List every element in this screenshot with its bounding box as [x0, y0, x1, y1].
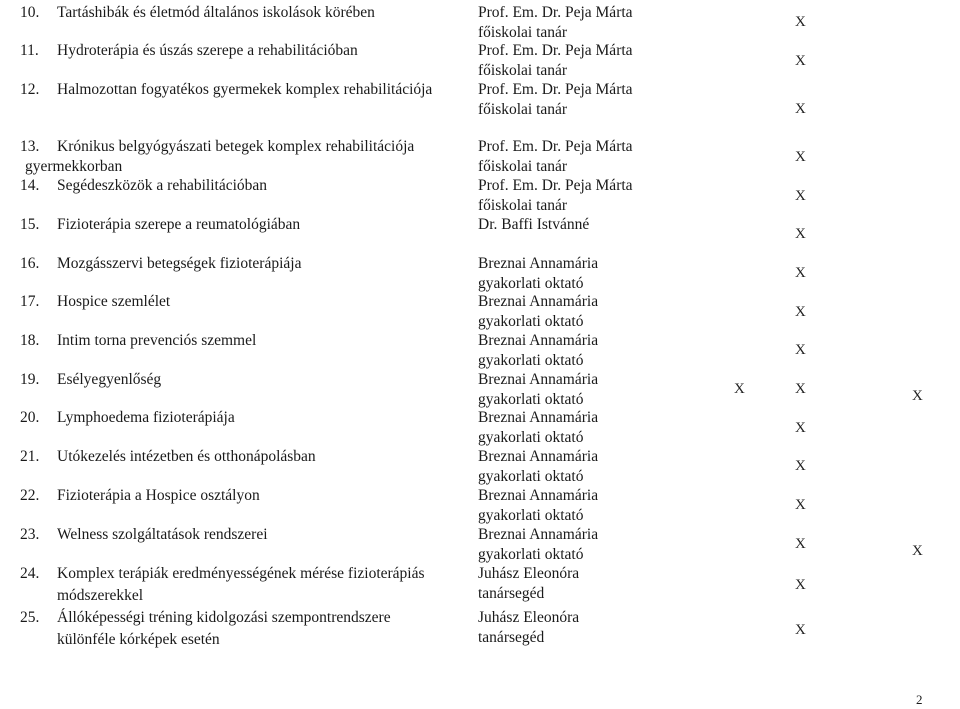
lecturer: Breznai Annamária gyakorlati oktató — [478, 255, 599, 292]
thesis-title: Fizioterápia szerepe a reumatológiában — [57, 216, 301, 233]
x-mark: X — [795, 342, 806, 358]
x-mark: X — [795, 381, 806, 397]
row-number: 10. — [20, 4, 40, 21]
row-number: 23. — [20, 526, 40, 543]
lecturer: Juhász Eleonóra tanársegéd — [478, 609, 580, 646]
thesis-title: Mozgásszervi betegségek fizioterápiája — [57, 255, 302, 272]
thesis-title: Krónikus belgyógyászati betegek komplex rehabilitációja gyermekkorban — [25, 138, 415, 175]
row-number: 13. — [20, 138, 40, 155]
x-mark: X — [795, 304, 806, 320]
row-number: 17. — [20, 293, 40, 310]
thesis-title: Lymphoedema fizioterápiája — [57, 409, 235, 426]
thesis-title: Tartáshibák és életmód általános iskolások körében — [57, 4, 375, 21]
row-number: 24. — [20, 565, 40, 582]
lecturer: Prof. Em. Dr. Peja Márta főiskolai tanár — [478, 4, 633, 41]
row-number: 16. — [20, 255, 40, 272]
lecturer: Prof. Em. Dr. Peja Márta főiskolai tanár — [478, 138, 633, 175]
thesis-title: Komplex terápiák eredményességének mérése fizioterápiás módszerekkel — [57, 565, 425, 604]
x-mark: X — [795, 226, 806, 242]
lecturer: Breznai Annamária gyakorlati oktató — [478, 448, 599, 485]
lecturer: Breznai Annamária gyakorlati oktató — [478, 526, 599, 563]
lecturer: Prof. Em. Dr. Peja Márta főiskolai tanár — [478, 177, 633, 214]
thesis-title: Utókezelés intézetben és otthonápolásban — [57, 448, 316, 465]
x-mark: X — [795, 14, 806, 30]
x-mark: X — [795, 577, 806, 593]
row-number: 25. — [20, 609, 40, 626]
thesis-title: Állóképességi tréning kidolgozási szempontrendszere különféle kórképek esetén — [57, 609, 391, 648]
thesis-title: Hospice szemlélet — [57, 293, 171, 310]
lecturer: Breznai Annamária gyakorlati oktató — [478, 332, 599, 369]
row-number: 11. — [20, 42, 39, 59]
row-number: 15. — [20, 216, 40, 233]
lecturer: Breznai Annamária gyakorlati oktató — [478, 371, 599, 408]
row-number: 12. — [20, 81, 40, 98]
lecturer: Breznai Annamária gyakorlati oktató — [478, 409, 599, 446]
row-number: 14. — [20, 177, 40, 194]
thesis-title: Welness szolgáltatások rendszerei — [57, 526, 268, 543]
x-mark: X — [795, 188, 806, 204]
x-mark: X — [795, 101, 806, 117]
thesis-title: Fizioterápia a Hospice osztályon — [57, 487, 260, 504]
thesis-title: Segédeszközök a rehabilitációban — [57, 177, 268, 194]
x-mark: X — [795, 458, 806, 474]
x-mark: X — [795, 497, 806, 513]
lecturer: Dr. Baffi Istvánné — [478, 216, 590, 233]
lecturer: Prof. Em. Dr. Peja Márta főiskolai tanár — [478, 42, 633, 79]
x-mark: X — [912, 543, 923, 559]
row-number: 22. — [20, 487, 40, 504]
lecturer: Juhász Eleonóra tanársegéd — [478, 565, 580, 602]
lecturer: Prof. Em. Dr. Peja Márta főiskolai tanár — [478, 81, 633, 118]
x-mark: X — [795, 53, 806, 69]
x-mark: X — [912, 388, 923, 404]
lecturer: Breznai Annamária gyakorlati oktató — [478, 487, 599, 524]
x-mark: X — [795, 149, 806, 165]
page-number: 2 — [916, 692, 923, 707]
row-number: 20. — [20, 409, 40, 426]
x-mark: X — [795, 265, 806, 281]
thesis-title: Esélyegyenlőség — [57, 371, 162, 388]
thesis-title: Intim torna prevenciós szemmel — [57, 332, 257, 349]
x-mark: X — [734, 381, 745, 397]
x-mark: X — [795, 622, 806, 638]
thesis-title: Hydroterápia és úszás szerepe a rehabilitációban — [57, 42, 358, 59]
lecturer: Breznai Annamária gyakorlati oktató — [478, 293, 599, 330]
x-mark: X — [795, 420, 806, 436]
x-mark: X — [795, 536, 806, 552]
row-number: 19. — [20, 371, 40, 388]
thesis-title: Halmozottan fogyatékos gyermekek komplex rehabilitációja — [57, 81, 433, 98]
row-number: 18. — [20, 332, 40, 349]
row-number: 21. — [20, 448, 40, 465]
